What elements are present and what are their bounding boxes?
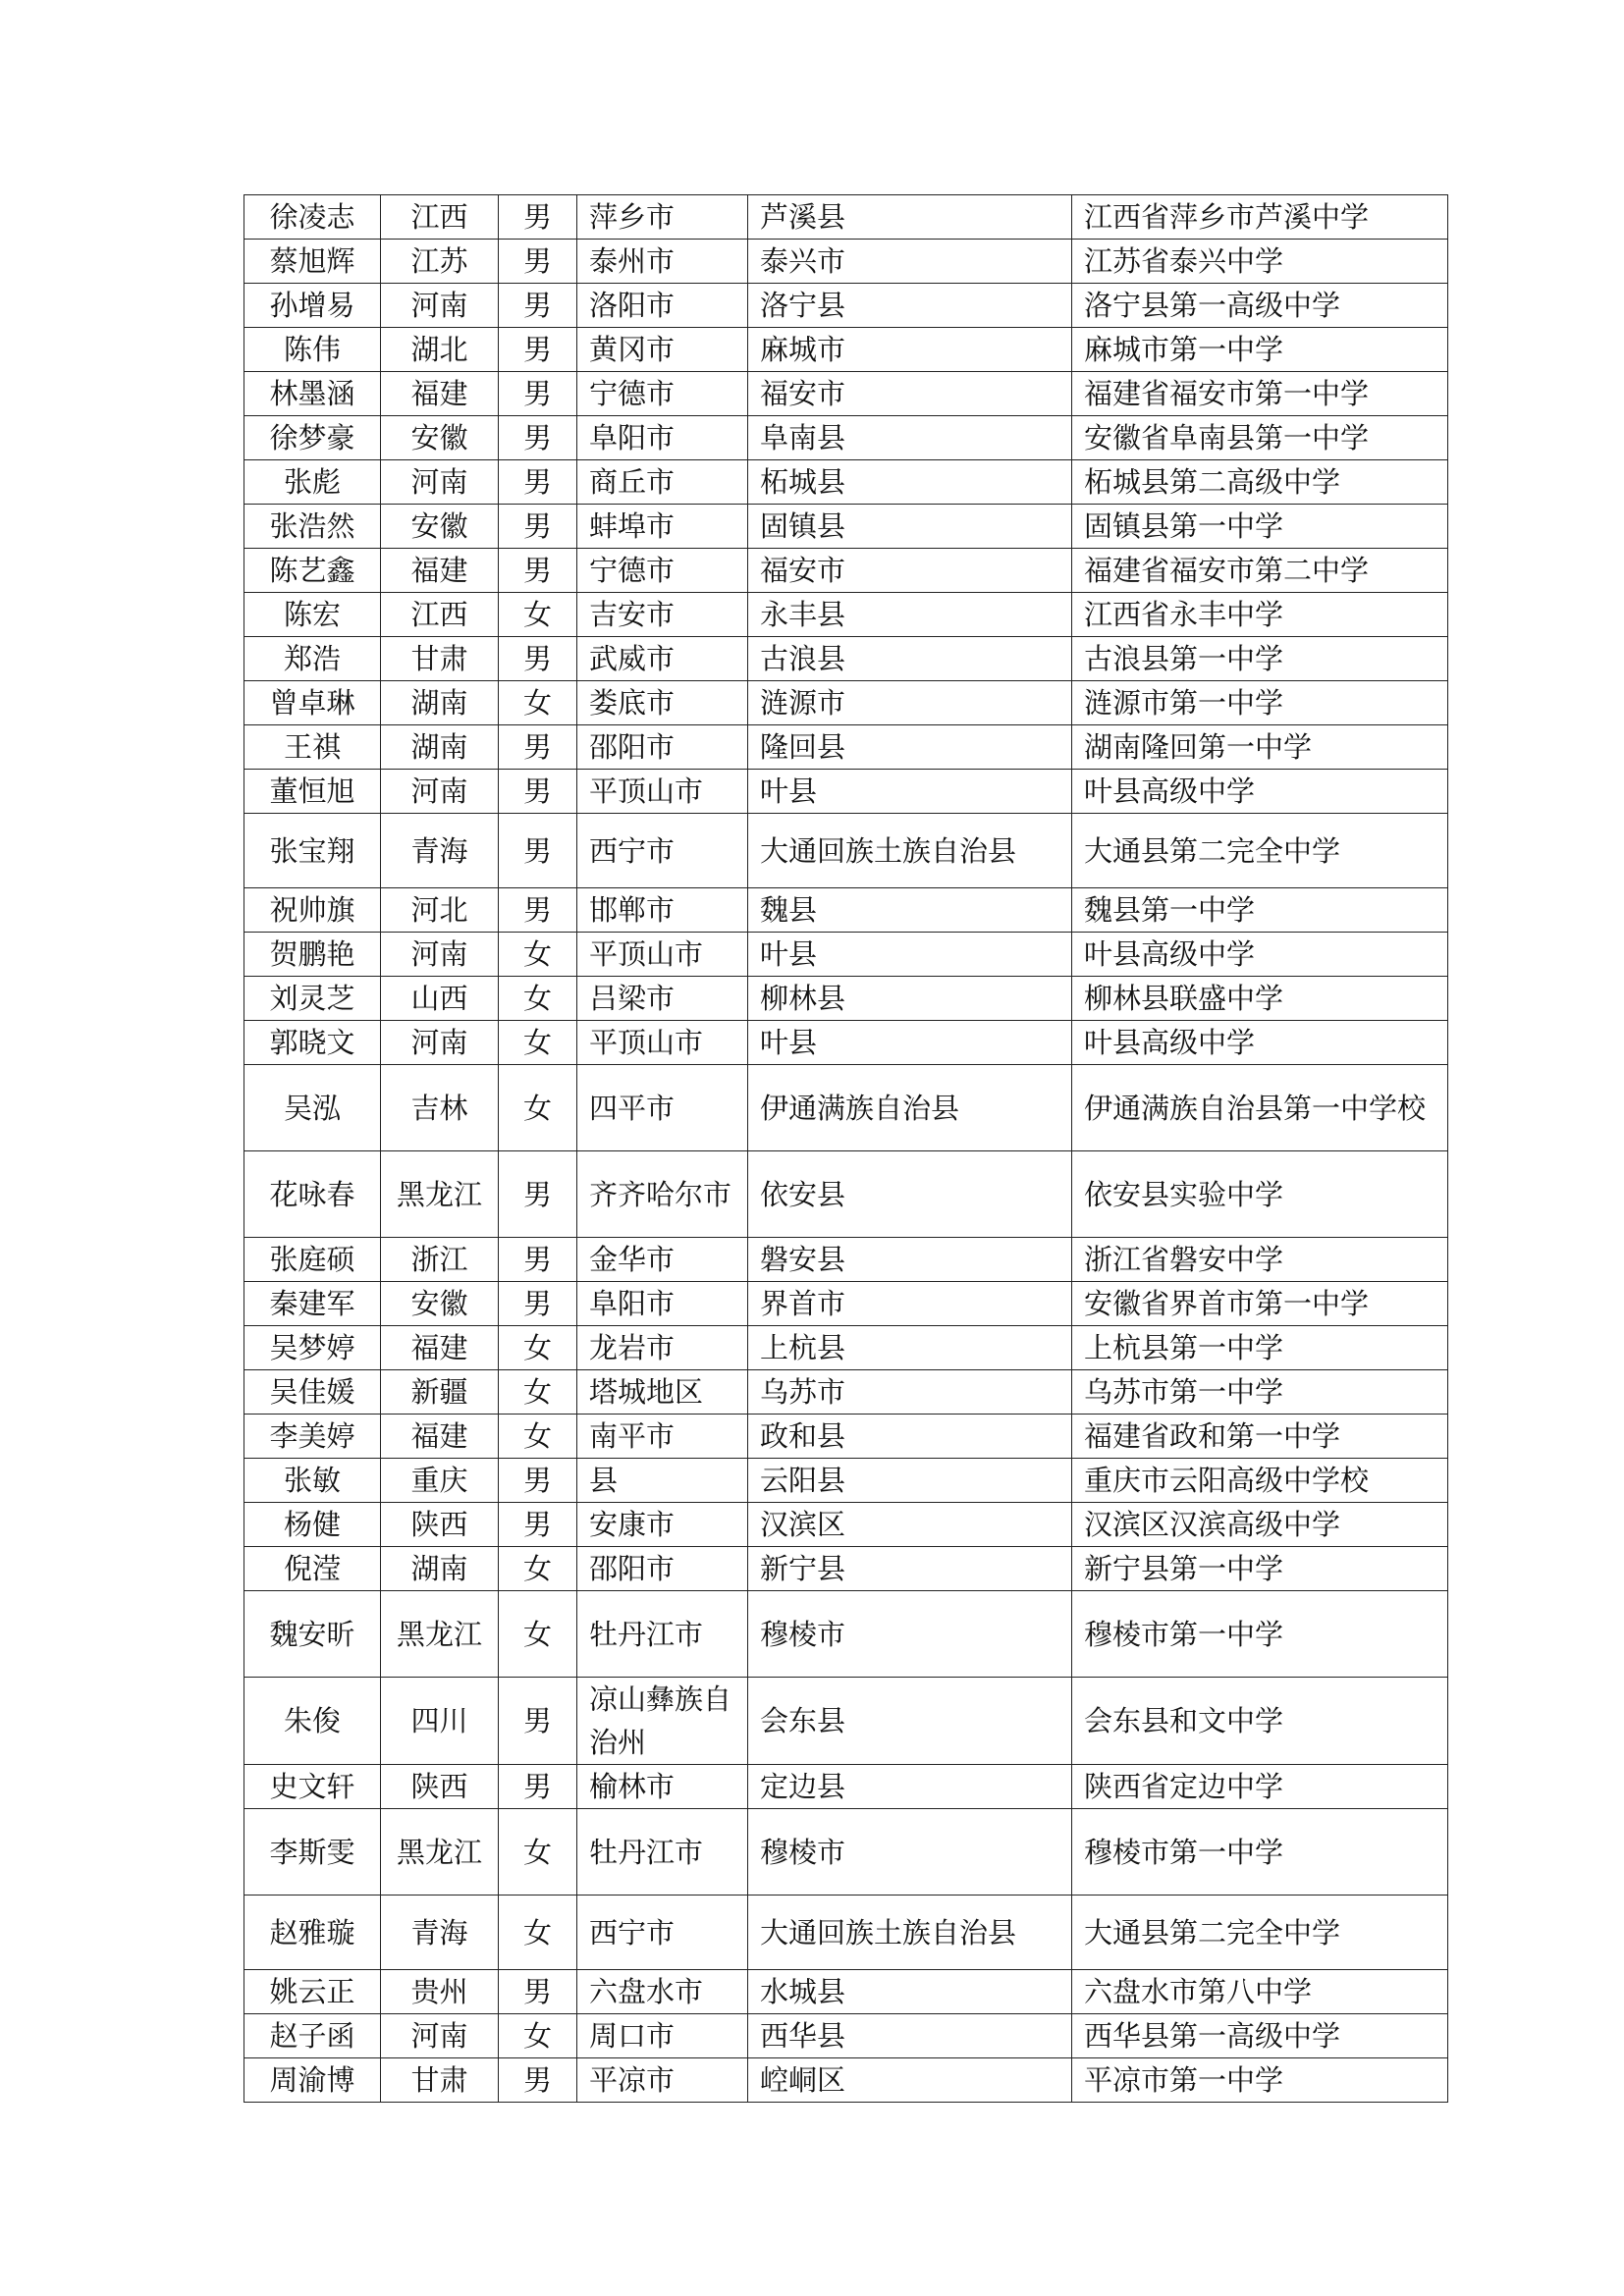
city-cell: 四平市	[577, 1065, 748, 1151]
school-cell: 洛宁县第一高级中学	[1072, 284, 1448, 328]
city-cell: 宁德市	[577, 372, 748, 416]
county-cell: 汉滨区	[748, 1503, 1072, 1547]
county-cell: 政和县	[748, 1415, 1072, 1459]
gender-cell: 男	[499, 1503, 577, 1547]
gender-cell: 男	[499, 1765, 577, 1809]
county-cell: 穆棱市	[748, 1809, 1072, 1896]
student-name-cell: 赵子函	[244, 2014, 381, 2058]
province-cell: 湖北	[381, 328, 499, 372]
city-cell: 黄冈市	[577, 328, 748, 372]
province-cell: 甘肃	[381, 637, 499, 681]
city-cell: 洛阳市	[577, 284, 748, 328]
county-cell: 永丰县	[748, 593, 1072, 637]
student-name-cell: 张彪	[244, 460, 381, 505]
school-cell: 福建省福安市第一中学	[1072, 372, 1448, 416]
school-cell: 重庆市云阳高级中学校	[1072, 1459, 1448, 1503]
student-name-cell: 曾卓琳	[244, 681, 381, 725]
province-cell: 山西	[381, 977, 499, 1021]
gender-cell: 女	[499, 1896, 577, 1970]
city-cell: 萍乡市	[577, 195, 748, 240]
province-cell: 黑龙江	[381, 1809, 499, 1896]
gender-cell: 女	[499, 1415, 577, 1459]
gender-cell: 男	[499, 1459, 577, 1503]
student-name-cell: 花咏春	[244, 1151, 381, 1238]
gender-cell: 女	[499, 1021, 577, 1065]
city-cell: 宁德市	[577, 549, 748, 593]
province-cell: 陕西	[381, 1503, 499, 1547]
county-cell: 上杭县	[748, 1326, 1072, 1370]
city-cell: 吉安市	[577, 593, 748, 637]
gender-cell: 男	[499, 460, 577, 505]
gender-cell: 女	[499, 933, 577, 977]
student-name-cell: 张浩然	[244, 505, 381, 549]
school-cell: 涟源市第一中学	[1072, 681, 1448, 725]
school-cell: 平凉市第一中学	[1072, 2058, 1448, 2103]
student-name-cell: 郭晓文	[244, 1021, 381, 1065]
school-cell: 上杭县第一中学	[1072, 1326, 1448, 1370]
province-cell: 福建	[381, 1415, 499, 1459]
province-cell: 湖南	[381, 1547, 499, 1591]
city-cell: 平顶山市	[577, 1021, 748, 1065]
table-row	[244, 1415, 1448, 1459]
city-cell: 县	[577, 1459, 748, 1503]
city-cell: 南平市	[577, 1415, 748, 1459]
table-row	[244, 284, 1448, 328]
county-cell: 魏县	[748, 888, 1072, 933]
county-cell: 福安市	[748, 549, 1072, 593]
table-row	[244, 1065, 1448, 1151]
city-cell: 六盘水市	[577, 1970, 748, 2014]
gender-cell: 男	[499, 770, 577, 814]
table-row	[244, 1678, 1448, 1765]
gender-cell: 男	[499, 549, 577, 593]
county-cell: 新宁县	[748, 1547, 1072, 1591]
table-row	[244, 195, 1448, 240]
province-cell: 河南	[381, 284, 499, 328]
county-cell: 固镇县	[748, 505, 1072, 549]
gender-cell: 男	[499, 416, 577, 460]
student-name-cell: 林墨涵	[244, 372, 381, 416]
city-cell: 凉山彝族自治州	[577, 1678, 748, 1765]
school-cell: 湖南隆回第一中学	[1072, 725, 1448, 770]
student-name-cell: 陈宏	[244, 593, 381, 637]
gender-cell: 男	[499, 328, 577, 372]
province-cell: 河北	[381, 888, 499, 933]
table-row	[244, 1282, 1448, 1326]
student-name-cell: 张宝翔	[244, 814, 381, 888]
county-cell: 柘城县	[748, 460, 1072, 505]
province-cell: 重庆	[381, 1459, 499, 1503]
table-row	[244, 1459, 1448, 1503]
county-cell: 大通回族土族自治县	[748, 814, 1072, 888]
city-cell: 塔城地区	[577, 1370, 748, 1415]
school-cell: 古浪县第一中学	[1072, 637, 1448, 681]
gender-cell: 男	[499, 1970, 577, 2014]
province-cell: 浙江	[381, 1238, 499, 1282]
city-cell: 娄底市	[577, 681, 748, 725]
gender-cell: 男	[499, 888, 577, 933]
student-name-cell: 徐凌志	[244, 195, 381, 240]
county-cell: 会东县	[748, 1678, 1072, 1765]
county-cell: 云阳县	[748, 1459, 1072, 1503]
city-cell: 西宁市	[577, 814, 748, 888]
table-row	[244, 1151, 1448, 1238]
city-cell: 安康市	[577, 1503, 748, 1547]
city-cell: 平顶山市	[577, 770, 748, 814]
gender-cell: 男	[499, 1238, 577, 1282]
school-cell: 依安县实验中学	[1072, 1151, 1448, 1238]
school-cell: 江苏省泰兴中学	[1072, 240, 1448, 284]
student-name-cell: 李美婷	[244, 1415, 381, 1459]
school-cell: 魏县第一中学	[1072, 888, 1448, 933]
student-name-cell: 蔡旭辉	[244, 240, 381, 284]
county-cell: 麻城市	[748, 328, 1072, 372]
school-cell: 江西省萍乡市芦溪中学	[1072, 195, 1448, 240]
school-cell: 陕西省定边中学	[1072, 1765, 1448, 1809]
province-cell: 安徽	[381, 505, 499, 549]
province-cell: 河南	[381, 933, 499, 977]
table-row	[244, 1547, 1448, 1591]
county-cell: 芦溪县	[748, 195, 1072, 240]
county-cell: 水城县	[748, 1970, 1072, 2014]
student-name-cell: 张庭硕	[244, 1238, 381, 1282]
province-cell: 新疆	[381, 1370, 499, 1415]
student-name-cell: 李斯雯	[244, 1809, 381, 1896]
province-cell: 安徽	[381, 416, 499, 460]
county-cell: 大通回族土族自治县	[748, 1896, 1072, 1970]
school-cell: 大通县第二完全中学	[1072, 814, 1448, 888]
county-cell: 叶县	[748, 1021, 1072, 1065]
student-name-cell: 姚云正	[244, 1970, 381, 2014]
province-cell: 河南	[381, 460, 499, 505]
gender-cell: 女	[499, 1547, 577, 1591]
city-cell: 金华市	[577, 1238, 748, 1282]
city-cell: 平顶山市	[577, 933, 748, 977]
city-cell: 西宁市	[577, 1896, 748, 1970]
table-row	[244, 460, 1448, 505]
student-name-cell: 陈艺鑫	[244, 549, 381, 593]
school-cell: 安徽省阜南县第一中学	[1072, 416, 1448, 460]
county-cell: 福安市	[748, 372, 1072, 416]
student-name-cell: 郑浩	[244, 637, 381, 681]
school-cell: 叶县高级中学	[1072, 770, 1448, 814]
province-cell: 福建	[381, 372, 499, 416]
city-cell: 榆林市	[577, 1765, 748, 1809]
gender-cell: 男	[499, 2058, 577, 2103]
county-cell: 崆峒区	[748, 2058, 1072, 2103]
county-cell: 阜南县	[748, 416, 1072, 460]
province-cell: 江西	[381, 593, 499, 637]
student-name-cell: 陈伟	[244, 328, 381, 372]
table-row	[244, 770, 1448, 814]
city-cell: 商丘市	[577, 460, 748, 505]
school-cell: 穆棱市第一中学	[1072, 1591, 1448, 1678]
table-row	[244, 888, 1448, 933]
city-cell: 邵阳市	[577, 1547, 748, 1591]
table-row	[244, 1970, 1448, 2014]
table-row	[244, 1896, 1448, 1970]
gender-cell: 女	[499, 593, 577, 637]
school-cell: 安徽省界首市第一中学	[1072, 1282, 1448, 1326]
table-row	[244, 933, 1448, 977]
school-cell: 乌苏市第一中学	[1072, 1370, 1448, 1415]
county-cell: 泰兴市	[748, 240, 1072, 284]
county-cell: 西华县	[748, 2014, 1072, 2058]
table-row	[244, 681, 1448, 725]
table-row	[244, 505, 1448, 549]
gender-cell: 男	[499, 637, 577, 681]
county-cell: 叶县	[748, 933, 1072, 977]
city-cell: 吕梁市	[577, 977, 748, 1021]
province-cell: 江西	[381, 195, 499, 240]
school-cell: 叶县高级中学	[1072, 1021, 1448, 1065]
gender-cell: 男	[499, 1678, 577, 1765]
province-cell: 吉林	[381, 1065, 499, 1151]
school-cell: 大通县第二完全中学	[1072, 1896, 1448, 1970]
county-cell: 柳林县	[748, 977, 1072, 1021]
school-cell: 江西省永丰中学	[1072, 593, 1448, 637]
province-cell: 青海	[381, 1896, 499, 1970]
gender-cell: 女	[499, 977, 577, 1021]
city-cell: 阜阳市	[577, 416, 748, 460]
gender-cell: 男	[499, 240, 577, 284]
province-cell: 福建	[381, 1326, 499, 1370]
gender-cell: 男	[499, 1282, 577, 1326]
city-cell: 邯郸市	[577, 888, 748, 933]
gender-cell: 男	[499, 372, 577, 416]
province-cell: 黑龙江	[381, 1151, 499, 1238]
table-row	[244, 240, 1448, 284]
gender-cell: 男	[499, 505, 577, 549]
table-row	[244, 977, 1448, 1021]
student-name-cell: 朱俊	[244, 1678, 381, 1765]
school-cell: 汉滨区汉滨高级中学	[1072, 1503, 1448, 1547]
school-cell: 伊通满族自治县第一中学校	[1072, 1065, 1448, 1151]
student-name-cell: 张敏	[244, 1459, 381, 1503]
province-cell: 甘肃	[381, 2058, 499, 2103]
county-cell: 界首市	[748, 1282, 1072, 1326]
table-row	[244, 1809, 1448, 1896]
student-name-cell: 吴泓	[244, 1065, 381, 1151]
table-row	[244, 1238, 1448, 1282]
table-row	[244, 1370, 1448, 1415]
table-row	[244, 1591, 1448, 1678]
student-name-cell: 祝帅旗	[244, 888, 381, 933]
gender-cell: 男	[499, 725, 577, 770]
student-name-cell: 杨健	[244, 1503, 381, 1547]
student-name-cell: 吴佳媛	[244, 1370, 381, 1415]
student-name-cell: 魏安昕	[244, 1591, 381, 1678]
table-row	[244, 2014, 1448, 2058]
student-table-body	[244, 195, 1448, 2103]
city-cell: 阜阳市	[577, 1282, 748, 1326]
school-cell: 浙江省磐安中学	[1072, 1238, 1448, 1282]
gender-cell: 女	[499, 1591, 577, 1678]
student-name-cell: 贺鹏艳	[244, 933, 381, 977]
student-name-cell: 刘灵芝	[244, 977, 381, 1021]
student-name-cell: 赵雅璇	[244, 1896, 381, 1970]
school-cell: 柳林县联盛中学	[1072, 977, 1448, 1021]
student-name-cell: 周渝博	[244, 2058, 381, 2103]
city-cell: 邵阳市	[577, 725, 748, 770]
county-cell: 穆棱市	[748, 1591, 1072, 1678]
province-cell: 福建	[381, 549, 499, 593]
gender-cell: 男	[499, 284, 577, 328]
table-row	[244, 593, 1448, 637]
school-cell: 麻城市第一中学	[1072, 328, 1448, 372]
province-cell: 安徽	[381, 1282, 499, 1326]
student-name-cell: 倪滢	[244, 1547, 381, 1591]
gender-cell: 女	[499, 1370, 577, 1415]
student-name-cell: 徐梦豪	[244, 416, 381, 460]
student-name-cell: 董恒旭	[244, 770, 381, 814]
gender-cell: 女	[499, 1065, 577, 1151]
province-cell: 江苏	[381, 240, 499, 284]
table-row	[244, 372, 1448, 416]
school-cell: 福建省政和第一中学	[1072, 1415, 1448, 1459]
city-cell: 平凉市	[577, 2058, 748, 2103]
school-cell: 穆棱市第一中学	[1072, 1809, 1448, 1896]
county-cell: 乌苏市	[748, 1370, 1072, 1415]
school-cell: 柘城县第二高级中学	[1072, 460, 1448, 505]
school-cell: 固镇县第一中学	[1072, 505, 1448, 549]
school-cell: 叶县高级中学	[1072, 933, 1448, 977]
city-cell: 齐齐哈尔市	[577, 1151, 748, 1238]
county-cell: 定边县	[748, 1765, 1072, 1809]
student-name-cell: 王祺	[244, 725, 381, 770]
county-cell: 磐安县	[748, 1238, 1072, 1282]
county-cell: 洛宁县	[748, 284, 1072, 328]
table-row	[244, 1765, 1448, 1809]
school-cell: 福建省福安市第二中学	[1072, 549, 1448, 593]
city-cell: 牡丹江市	[577, 1591, 748, 1678]
table-row	[244, 549, 1448, 593]
county-cell: 涟源市	[748, 681, 1072, 725]
student-name-cell: 秦建军	[244, 1282, 381, 1326]
province-cell: 河南	[381, 1021, 499, 1065]
county-cell: 叶县	[748, 770, 1072, 814]
table-row	[244, 814, 1448, 888]
table-row	[244, 1326, 1448, 1370]
gender-cell: 女	[499, 1809, 577, 1896]
student-name-cell: 史文轩	[244, 1765, 381, 1809]
county-cell: 隆回县	[748, 725, 1072, 770]
city-cell: 泰州市	[577, 240, 748, 284]
province-cell: 黑龙江	[381, 1591, 499, 1678]
school-cell: 六盘水市第八中学	[1072, 1970, 1448, 2014]
gender-cell: 男	[499, 1151, 577, 1238]
gender-cell: 男	[499, 195, 577, 240]
county-cell: 古浪县	[748, 637, 1072, 681]
city-cell: 蚌埠市	[577, 505, 748, 549]
county-cell: 伊通满族自治县	[748, 1065, 1072, 1151]
gender-cell: 女	[499, 1326, 577, 1370]
school-cell: 西华县第一高级中学	[1072, 2014, 1448, 2058]
student-name-cell: 孙增易	[244, 284, 381, 328]
province-cell: 湖南	[381, 725, 499, 770]
table-row	[244, 2058, 1448, 2103]
province-cell: 陕西	[381, 1765, 499, 1809]
province-cell: 贵州	[381, 1970, 499, 2014]
province-cell: 湖南	[381, 681, 499, 725]
county-cell: 依安县	[748, 1151, 1072, 1238]
gender-cell: 女	[499, 681, 577, 725]
city-cell: 周口市	[577, 2014, 748, 2058]
gender-cell: 女	[499, 2014, 577, 2058]
school-cell: 会东县和文中学	[1072, 1678, 1448, 1765]
city-cell: 龙岩市	[577, 1326, 748, 1370]
table-row	[244, 1503, 1448, 1547]
table-row	[244, 416, 1448, 460]
city-cell: 牡丹江市	[577, 1809, 748, 1896]
table-row	[244, 725, 1448, 770]
city-cell: 武威市	[577, 637, 748, 681]
province-cell: 河南	[381, 770, 499, 814]
gender-cell: 男	[499, 814, 577, 888]
table-row	[244, 637, 1448, 681]
student-name-cell: 吴梦婷	[244, 1326, 381, 1370]
province-cell: 河南	[381, 2014, 499, 2058]
table-row	[244, 1021, 1448, 1065]
student-table	[244, 194, 1448, 2103]
table-row	[244, 328, 1448, 372]
school-cell: 新宁县第一中学	[1072, 1547, 1448, 1591]
province-cell: 四川	[381, 1678, 499, 1765]
province-cell: 青海	[381, 814, 499, 888]
